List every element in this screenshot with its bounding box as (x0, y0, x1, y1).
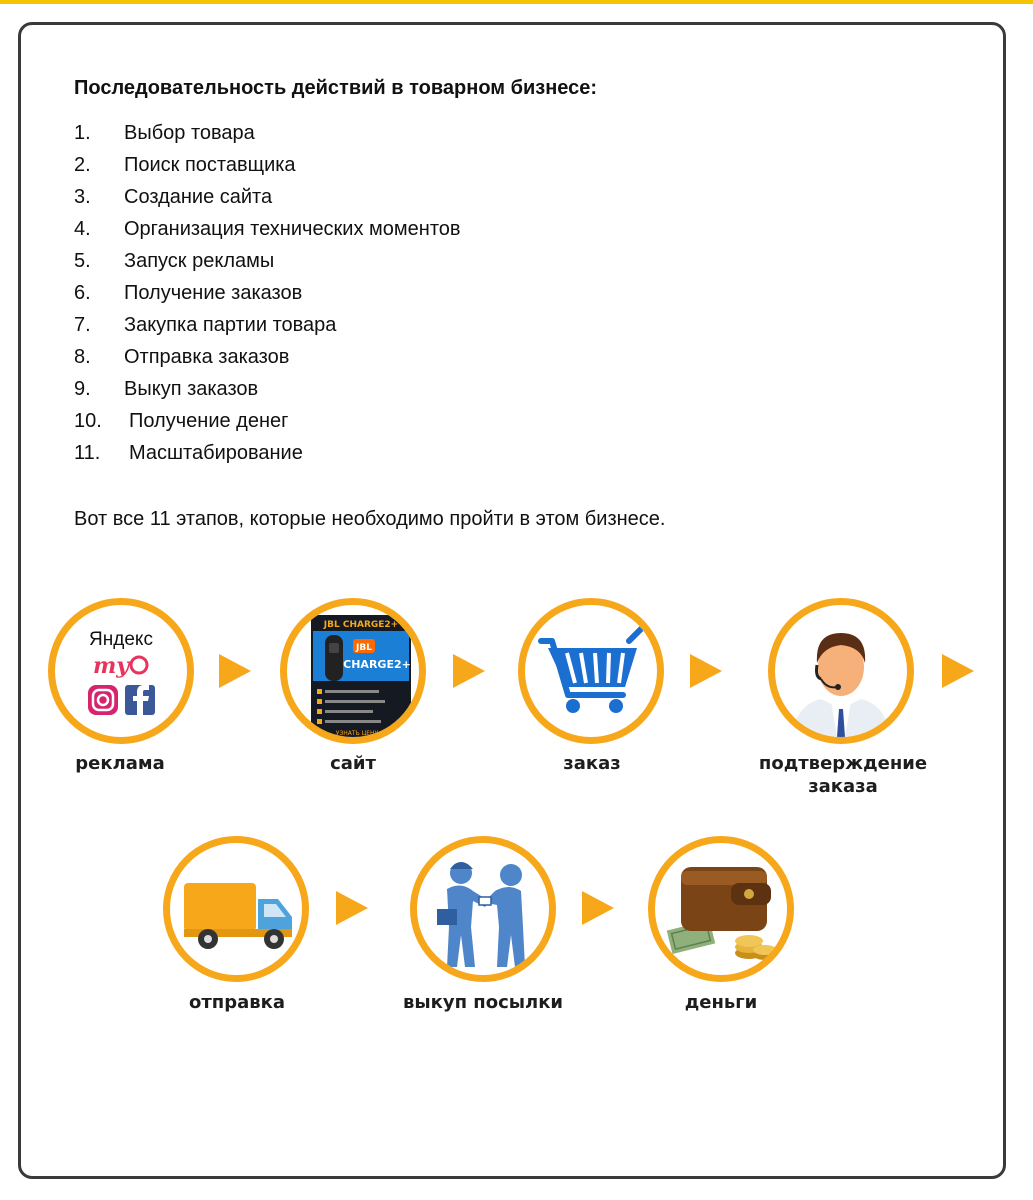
call-operator-icon (775, 605, 907, 737)
order-step-label: заказ (563, 753, 621, 774)
landing-page-icon (287, 605, 419, 737)
page-heading: Последовательность действий в товарном бизнесе: (74, 77, 598, 99)
money-step-label: деньги (684, 992, 758, 1013)
product-label: CHARGE2+ (343, 658, 411, 671)
top-accent-bar (0, 0, 1033, 4)
confirm-step-label (743, 752, 943, 798)
yandex-logo: Яндекс (89, 629, 153, 650)
summary-text: Вот все 11 этапов, которые необходимо пройти в этом бизнесе. (74, 508, 666, 530)
flow-arrow (219, 654, 251, 688)
instagram-icon (88, 685, 118, 715)
mytarget-target-icon (131, 657, 147, 673)
order-step-circle (518, 598, 664, 744)
mytarget-logo: my (92, 653, 130, 679)
shipping-step-label: отправка (188, 992, 286, 1013)
site-step-circle (280, 598, 426, 744)
facebook-icon (125, 685, 155, 715)
ad-step-label: реклама (75, 753, 165, 774)
site-step-label: сайт (330, 753, 376, 774)
confirm-label-line2: заказа (808, 776, 878, 797)
wallet-icon (655, 843, 787, 975)
banner-button: УЗНАТЬ ЦЕНУ (335, 730, 379, 737)
brand-label: JBL (356, 643, 372, 653)
pickup-step-circle (410, 836, 556, 982)
confirm-step-circle (768, 598, 914, 744)
flow-arrow (336, 891, 368, 925)
flow-arrow (453, 654, 485, 688)
shipping-step-circle (163, 836, 309, 982)
parcel-handover-icon (417, 843, 549, 975)
ad-logos-icon (55, 605, 187, 737)
delivery-truck-icon (170, 843, 302, 975)
flow-arrow (690, 654, 722, 688)
pickup-step-label: выкуп посылки (402, 992, 564, 1013)
ad-step-circle (48, 598, 194, 744)
shopping-cart-icon (525, 605, 657, 737)
flow-arrow (582, 891, 614, 925)
confirm-label-line1: подтверждение (758, 753, 928, 774)
banner-title: JBL CHARGE2+ (323, 620, 399, 630)
money-step-circle (648, 836, 794, 982)
flow-arrow (942, 654, 974, 688)
